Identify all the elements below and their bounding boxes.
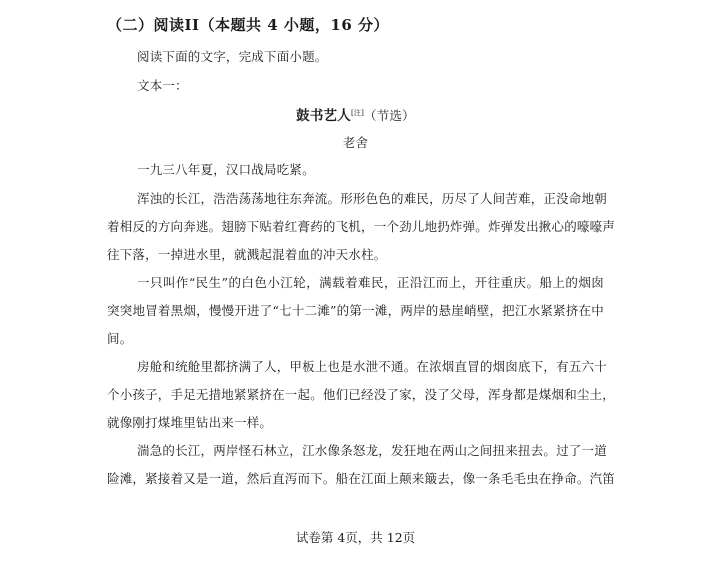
instruction-text: 阅读下面的文字，完成下面小题。 <box>137 49 328 64</box>
text-label: 文本一： <box>137 78 188 93</box>
paragraph-line: 一九三八年夏，汉口战局吃紧。 <box>137 162 315 177</box>
article-author: 老舍 <box>342 135 369 150</box>
paragraph-line: 个小孩子，手足无措地紧紧挤在一起。他们已经没了家，没了父母，浑身都是煤烟和尘土， <box>107 387 616 402</box>
paragraph-line: 湍急的长江，两岸怪石林立，江水像条怒龙，发狂地在两山之间扭来扭去。过了一道 <box>137 443 607 458</box>
article-title-suffix: （节选） <box>364 108 415 123</box>
paragraph-line: 浑浊的长江，浩浩荡荡地往东奔流。形形色色的难民，历尽了人间苦难，正没命地朝 <box>137 191 607 206</box>
page-footer: 试卷第 4页，共 12页 <box>295 530 416 545</box>
article-title: 鼓书艺人 <box>296 108 351 124</box>
paragraph-line: 着相反的方向奔逃。翅膀下贴着红膏药的飞机，一个劲儿地扔炸弹。炸弹发出揪心的嚎嚎声 <box>107 219 616 234</box>
footnote-marker: [注] <box>350 108 365 117</box>
paragraph-line: 房舱和统舱里都挤满了人，甲板上也是水泄不通。在浓烟直冒的烟囱底下，有五六十 <box>137 359 607 374</box>
paragraph-line: 险滩，紧接着又是一道，然后直泻而下。船在江面上颠来簸去，像一条毛毛虫在挣命。汽笛 <box>107 471 616 486</box>
article-heading <box>0 104 711 124</box>
paragraph-line: 间。 <box>107 331 133 346</box>
paragraph-line: 往下落，一掉进水里，就溅起混着血的冲天水柱。 <box>107 247 387 262</box>
paragraph-line: 突突地冒着黑烟，慢慢开进了“七十二滩”的第一滩，两岸的悬崖峭壁，把江水紧紧挤在中 <box>107 303 604 318</box>
paragraph-line: 就像刚打煤堆里钻出来一样。 <box>107 415 273 430</box>
paragraph-line: 一只叫作“民生”的白色小江轮，满载着难民，正沿江而上，开往重庆。船上的烟囱 <box>137 275 604 290</box>
section-title: （二）阅读II（本题共 4 小题，16 分） <box>107 16 390 34</box>
